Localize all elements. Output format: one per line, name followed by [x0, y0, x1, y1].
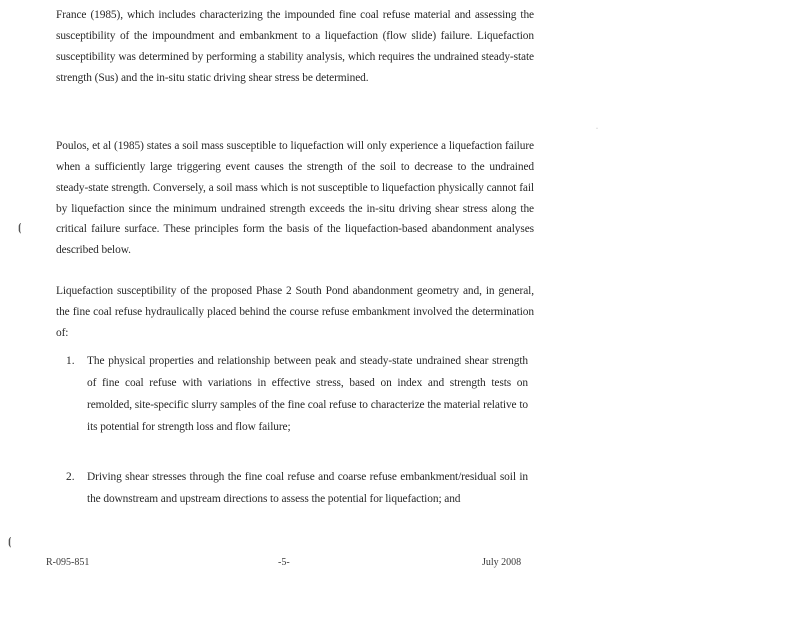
footer-date: July 2008 [482, 557, 522, 568]
list-item-number: 1. [66, 355, 75, 367]
footer-page-number: -5- [278, 557, 290, 568]
paragraph-intro-continued: France (1985), which includes characterizing the impounded fine coal refuse material and assessing the susceptibility of the impoundment and embankment to a liquefaction (flow slide) failure. Liquefaction susceptibility was determined by performing a stability analysis, which requires the undrained steady-state strength (Sus) and the in-situ static driving shear stress be determined. [56, 9, 534, 84]
list-item-text: The physical properties and relationship between peak and steady-state undrained shear strength of fine coal refuse with variations in effective stress, based on index and strength tests on remolded, site-specific slurry samples of the fine coal refuse to characterize the material relative to its potential for strength loss and flow failure; [87, 355, 528, 433]
list-item-number: 2. [66, 471, 75, 483]
paragraph-liquefaction-susceptibility: Liquefaction susceptibility of the proposed Phase 2 South Pond abandonment geometry and, in general, the fine coal refuse hydraulically placed behind the course refuse embankment involved the determination of: [56, 285, 534, 339]
footer-report-number: R-095-851 [46, 557, 90, 568]
list-item [66, 350, 528, 438]
scan-mark: ⦗ [8, 536, 12, 548]
scan-mark: · [596, 126, 598, 132]
list-item [66, 466, 528, 510]
paragraph-poulos: Poulos, et al (1985) states a soil mass susceptible to liquefaction will only experience a liquefaction failure when a sufficiently large triggering event causes the strength of the soil to decrease to the undrained steady-state strength. Conversely, a soil mass which is not susceptible to liquefaction physically cannot fail by liquefaction since the minimum undrained strength exceeds the in-situ driving shear stress along the critical failure surface. These principles form the basis of the liquefaction-based abandonment analyses described below. [56, 140, 534, 256]
scan-mark: ⦗ [18, 222, 22, 234]
list-item-text: Driving shear stresses through the fine coal refuse and coarse refuse embankment/residual soil in the downstream and upstream directions to assess the potential for liquefaction; and [87, 471, 528, 505]
